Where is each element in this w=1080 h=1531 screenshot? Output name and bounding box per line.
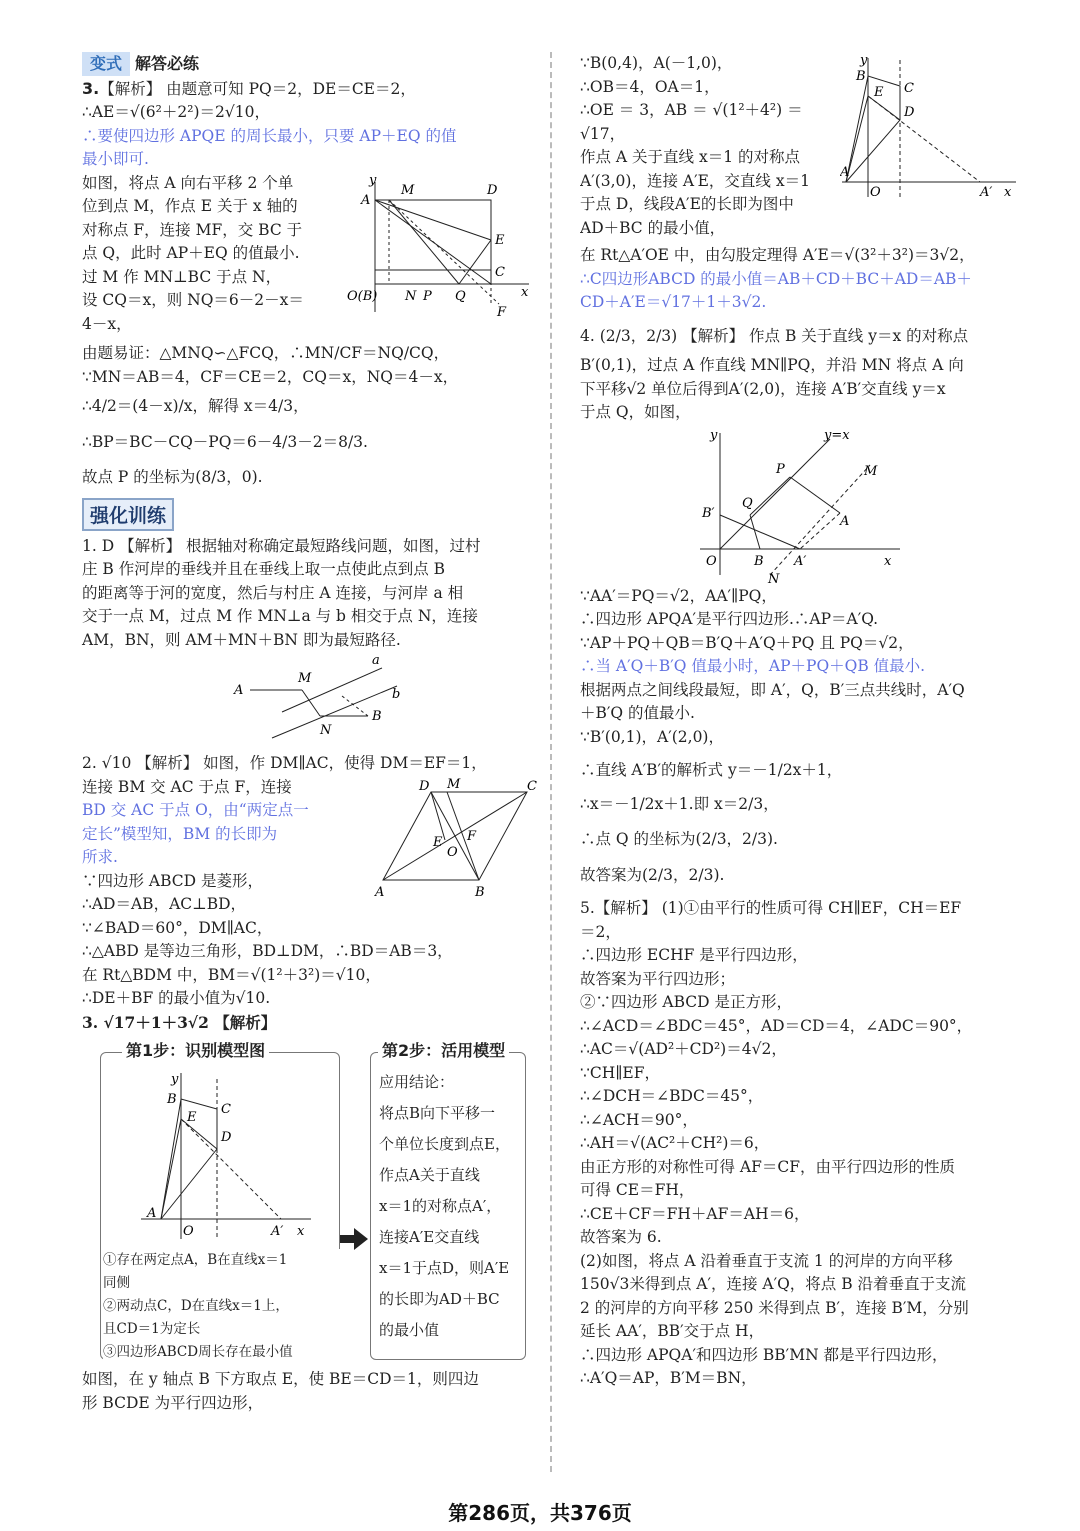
label-n: N <box>320 723 332 738</box>
text-line: 4－x， <box>82 314 132 333</box>
text-line: 于点 Q，如图， <box>580 403 691 421</box>
label-b: B <box>167 1092 177 1107</box>
figure-river-diagram <box>232 652 412 752</box>
label-b-line: b <box>392 687 401 702</box>
text-line: ∵AP＋PQ＋QB＝B′Q＋A′Q＋PQ 且 PQ＝√2， <box>580 633 914 652</box>
text-line: 【解析】 由题意可知 PQ＝2，DE＝CE＝2， <box>99 79 416 98</box>
figure-rectangle-diagram <box>347 172 537 322</box>
label-y-eq-x: y=x <box>824 427 850 443</box>
text-line: 作点 A 关于直线 x＝1 的对称点 <box>580 148 801 166</box>
label-a: A <box>840 513 850 529</box>
text-line: 5.【解析】 (1)①由平行的性质可得 CH∥EF，CH＝EF <box>580 899 962 917</box>
text-line: 由正方形的对称性可得 AF＝CF，由平行四边形的性质 <box>580 1157 955 1176</box>
label-x: x <box>297 1224 305 1239</box>
step-line: 连接A′E交直线 <box>379 1228 480 1246</box>
highlight-line: 最小即可. <box>82 150 149 168</box>
text-line: ∴x＝－1/2x＋1.即 x＝2/3， <box>580 794 779 813</box>
step-line: 将点B向下平移一 <box>379 1104 496 1122</box>
section-banner: 强化训练 <box>82 498 174 531</box>
text-line: ∴△ABD 是等边三角形，BD⊥DM，∴BD＝AB＝3， <box>82 942 453 960</box>
step-line: x＝1的对称点A′， <box>379 1197 502 1215</box>
note-line: 同侧 <box>103 1275 130 1291</box>
label-ob: O(B) <box>347 288 378 304</box>
text-line: 在 Rt△A′OE 中，由勾股定理得 A′E＝√(3²＋3²)＝3√2， <box>580 246 975 264</box>
highlight-line: ∴C四边形ABCD 的最小值＝AB＋CD＋BC＋AD＝AB＋ <box>580 269 972 288</box>
highlight-line: CD＋A′E＝√17＋1＋3√2. <box>580 293 767 311</box>
figure-translation-diagram <box>690 425 910 585</box>
question-3 <box>82 1011 537 1416</box>
label-a-line: a <box>372 653 380 668</box>
text-line: 交于一点 M，过点 M 作 MN⊥a 与 b 相交于点 N，连接 <box>82 607 478 625</box>
column-divider <box>550 52 552 1472</box>
text-line: 根据两点之间线段最短，即 A′，Q，B′三点共线时，A′Q <box>580 680 965 699</box>
text-line: ∵∠BAD＝60°，DM∥AC， <box>82 918 273 937</box>
text-line: 连接 BM 交 AC 于点 F，连接 <box>82 777 292 796</box>
text-line: 1. D 【解析】 根据轴对称确定最短路线问题，如图，过村 <box>82 536 481 555</box>
text-line: 如图，将点 A 向右平移 2 个单 <box>82 173 294 192</box>
text-line: ∵CH∥EF， <box>580 1063 660 1082</box>
problem-number: 3. <box>82 78 100 98</box>
text-line: 2 的河岸的方向平移 250 米得到点 B′，连接 B′M，分别 <box>580 1298 969 1317</box>
figure-coordinate-diagram-2 <box>840 52 1020 202</box>
text-line: 下平移√2 单位后得到A′(2,0)，连接 A′B′交直线 y＝x <box>580 379 946 398</box>
label-x: x <box>884 553 892 569</box>
text-line: ∴4/2＝(4－x)/x，解得 x＝4/3， <box>82 397 309 415</box>
label-b: B <box>372 709 382 724</box>
note-line: 且CD＝1为定长 <box>103 1321 201 1337</box>
question-1 <box>82 535 537 753</box>
text-line: AM，BN，则 AM＋MN＋BN 即为最短路径. <box>82 630 401 649</box>
text-line: A′(3,0)，连接 A′E，交直线 x＝1 <box>580 171 810 190</box>
label-n: N <box>405 288 417 304</box>
text-line: 在 Rt△BDM 中，BM＝√(1²＋3²)＝√10， <box>82 965 381 984</box>
text-line: (2)如图，将点 A 沿着垂直于支流 1 的河岸的方向平移 <box>580 1251 953 1270</box>
text-line: 故答案为平行四边形； <box>580 969 736 988</box>
text-line: ∴AC＝√(AD²＋CD²)＝4√2， <box>580 1040 787 1058</box>
highlight-line: 所求. <box>82 848 118 866</box>
text-line: ∴OE ＝ 3，AB ＝ √(1²＋4²) ＝ <box>580 101 803 119</box>
text-line: 形 BCDE 为平行四边形， <box>82 1393 264 1412</box>
step1-box <box>100 1052 340 1360</box>
figure-row <box>82 172 537 337</box>
label-m: M <box>401 182 415 198</box>
step2-content <box>371 1053 525 1346</box>
step-line: 个单位长度到点E， <box>379 1135 510 1153</box>
text-line: 3. √17＋1＋3√2 【解析】 <box>82 1012 277 1032</box>
text-line: 可得 CE＝FH， <box>580 1181 695 1199</box>
problem-3 <box>82 77 537 490</box>
step-line: x＝1于点D，则A′E <box>379 1259 510 1277</box>
text-line: ∵四边形 ABCD 是菱形， <box>82 871 264 890</box>
note-line: ①存在两定点A，B在直线x＝1 <box>103 1252 288 1268</box>
label-c: C <box>527 778 537 794</box>
text-line: 的距离等于河的宽度，然后与村庄 A 连接，与河岸 a 相 <box>82 583 464 602</box>
page-number: 第286页，共376页 <box>448 1501 632 1525</box>
text-line: 150√3米得到点 A′，连接 A′Q，将点 B 沿着垂直于支流 <box>580 1275 967 1293</box>
step-line: 的长即为AD＋BC <box>379 1290 500 1308</box>
text-line: ∴直线 A′B′的解析式 y＝－1/2x＋1， <box>580 761 843 779</box>
highlight-line: ∴要使四边形 APQE 的周长最小，只要 AP＋EQ 的值 <box>82 126 457 145</box>
label-m: M <box>298 671 312 686</box>
label-d: D <box>221 1130 232 1145</box>
label-a: A <box>147 1206 157 1221</box>
text-line: ∴BP＝BC－CQ－PQ＝6－4/3－2＝8/3. <box>82 432 368 451</box>
label-c: C <box>495 264 505 280</box>
label-a: A <box>840 165 850 180</box>
text-line: ∵B(0,4)，A(－1,0)， <box>580 54 733 72</box>
text-line: 过 M 作 MN⊥BC 于点 N， <box>82 267 282 286</box>
text-line: ∴∠DCH＝∠BDC＝45°， <box>580 1087 764 1105</box>
label-e: E <box>495 232 505 248</box>
text-line: ∴四边形 APQA′是平行四边形.∴AP＝A′Q. <box>580 610 879 628</box>
arrow-right-icon <box>340 1228 368 1250</box>
model-boxes <box>82 1038 537 1368</box>
label-d: D <box>487 182 498 198</box>
label-y: y <box>860 53 868 68</box>
figure-rhombus-diagram <box>367 776 537 900</box>
label-d: D <box>419 778 430 794</box>
highlight-line: BD 交 AC 于点 O，由“两定点一 <box>82 801 309 819</box>
step-line: 的最小值 <box>379 1321 440 1339</box>
label-f: F <box>467 828 477 844</box>
text-line: 故点 P 的坐标为(8/3，0). <box>82 468 263 486</box>
label-b: B <box>856 69 866 84</box>
question-4 <box>580 325 1020 888</box>
label-o: O <box>706 553 717 569</box>
label-a-prime: A′ <box>794 553 807 569</box>
label-x: x <box>1004 185 1012 200</box>
text-line: 如图，在 y 轴点 B 下方取点 E，使 BE＝CD＝1，则四边 <box>82 1370 479 1388</box>
label-m: M <box>447 776 461 792</box>
text-line: ∴A′Q＝AP，B′M＝BN， <box>580 1369 757 1387</box>
highlight-line: 定长”模型知，BM 的长即为 <box>82 824 278 843</box>
label-o: O <box>870 185 881 200</box>
label-a: A <box>234 683 244 698</box>
text-line: 于点 D，线段A′E的长即为图中 <box>580 195 794 213</box>
variant-tag: 变式 <box>82 52 130 76</box>
label-e: E <box>874 85 884 100</box>
text-line: ＋B′Q 的值最小. <box>580 704 695 722</box>
note-line: ②两动点C，D在直线x＝1上， <box>103 1298 289 1314</box>
text-line: 位到点 M，作点 E 关于 x 轴的 <box>82 197 298 215</box>
label-e: E <box>433 834 443 850</box>
text-line: ∴CE＋CF＝FH＋AF＝AH＝6， <box>580 1204 810 1223</box>
question-2 <box>82 752 537 1011</box>
text-line: ②∵四边形 ABCD 是正方形， <box>580 993 793 1011</box>
text-line: ＝2， <box>580 922 621 941</box>
figure-coordinate-diagram <box>121 1069 321 1249</box>
text-line: 对称点 F，连接 MF，交 BC 于 <box>82 220 303 239</box>
label-a-prime: A′ <box>980 185 993 200</box>
text-line: 设 CQ＝x，则 NQ＝6－2－x＝ <box>82 291 304 309</box>
label-y: y <box>171 1072 179 1087</box>
step1-title: 第1步：识别模型图 <box>122 1038 269 1061</box>
label-m: M <box>864 463 878 479</box>
label-b-prime: B′ <box>702 505 715 521</box>
text-line: ∴OB＝4，OA＝1， <box>580 77 720 96</box>
text-line: ∴AD＝AB，AC⊥BD， <box>82 895 247 913</box>
step2-title: 第2步：活用模型 <box>378 1038 509 1061</box>
text-line: 故答案为 6. <box>580 1228 662 1246</box>
step-line: 作点A关于直线 <box>379 1166 480 1184</box>
left-column <box>82 52 537 1415</box>
text-line: ∴DE＋BF 的最小值为√10. <box>82 989 271 1007</box>
label-c: C <box>904 81 914 96</box>
text-line: ∴AH＝√(AC²＋CH²)＝6， <box>580 1134 770 1152</box>
variant-title: 解答必练 <box>134 54 199 73</box>
text-line: AD＋BC 的最小值， <box>580 218 726 237</box>
text-line: 4. (2/3，2/3) 【解析】 作点 B 关于直线 y＝x 的对称点 <box>580 326 969 345</box>
label-a: A <box>361 192 371 208</box>
step-line: 应用结论： <box>379 1073 455 1091</box>
label-a-prime: A′ <box>271 1224 284 1239</box>
text-line: ∴点 Q 的坐标为(2/3，2/3). <box>580 830 778 848</box>
text-line: 点 Q，此时 AP＋EQ 的值最小. <box>82 244 300 262</box>
text-line: 庄 B 作河岸的垂线并且在垂线上取一点使此点到点 B <box>82 560 446 578</box>
label-e: E <box>187 1110 197 1125</box>
label-n: N <box>768 571 780 585</box>
label-c: C <box>221 1102 231 1117</box>
label-q: Q <box>455 288 466 304</box>
q3-continued <box>580 52 1020 240</box>
step2-box <box>370 1052 526 1360</box>
label-x: x <box>521 284 529 300</box>
text-line: ∴∠ACH＝90°， <box>580 1110 698 1129</box>
text-line: ∵AA′＝PQ＝√2，AA′∥PQ， <box>580 586 777 605</box>
note-line: ③四边形ABCD周长存在最小值 <box>103 1344 293 1360</box>
text-line: ∴AE＝√(6²＋2²)＝2√10， <box>82 103 270 121</box>
label-o: O <box>447 844 458 860</box>
label-d: D <box>904 105 915 120</box>
label-f: F <box>497 304 507 320</box>
text-line: ∴∠ACD＝∠BDC＝45°，AD＝CD＝4，∠ADC＝90°， <box>580 1016 973 1035</box>
right-column <box>580 52 1020 1391</box>
text-line: ∴四边形 ECHF 是平行四边形， <box>580 946 808 964</box>
text-line: 2. √10 【解析】 如图，作 DM∥AC，使得 DM＝EF＝1， <box>82 754 487 772</box>
text-line: ∵B′(0,1)，A′(2,0)， <box>580 727 724 746</box>
label-q: Q <box>742 495 753 511</box>
label-y: y <box>369 172 377 188</box>
text-line: ∴四边形 APQA′和四边形 BB′MN 都是平行四边形， <box>580 1345 948 1364</box>
label-b: B <box>754 553 764 569</box>
step1-notes <box>103 1249 343 1364</box>
label-y: y <box>710 427 718 443</box>
variant-header <box>82 52 537 77</box>
label-o: O <box>183 1224 194 1239</box>
highlight-line: ∴当 A′Q＋B′Q 值最小时，AP＋PQ＋QB 值最小. <box>580 657 926 675</box>
text-line: 故答案为(2/3，2/3). <box>580 865 725 884</box>
label-p: P <box>423 288 432 304</box>
label-b: B <box>475 884 485 900</box>
label-p: P <box>776 461 785 477</box>
label-a: A <box>375 884 385 900</box>
text-line: ∵MN＝AB＝4，CF＝CE＝2，CQ＝x，NQ＝4－x， <box>82 367 459 386</box>
question-5 <box>580 897 1020 1391</box>
text-line: √17， <box>580 124 626 143</box>
text-line: 由题易证：△MNQ∽△FCQ，∴MN/CF＝NQ/CQ， <box>82 344 450 362</box>
text-line: B′(0,1)，过点 A 作直线 MN∥PQ，并沿 MN 将点 A 向 <box>580 356 964 374</box>
text-line: 延长 AA′，BB′交于点 H， <box>580 1322 765 1340</box>
